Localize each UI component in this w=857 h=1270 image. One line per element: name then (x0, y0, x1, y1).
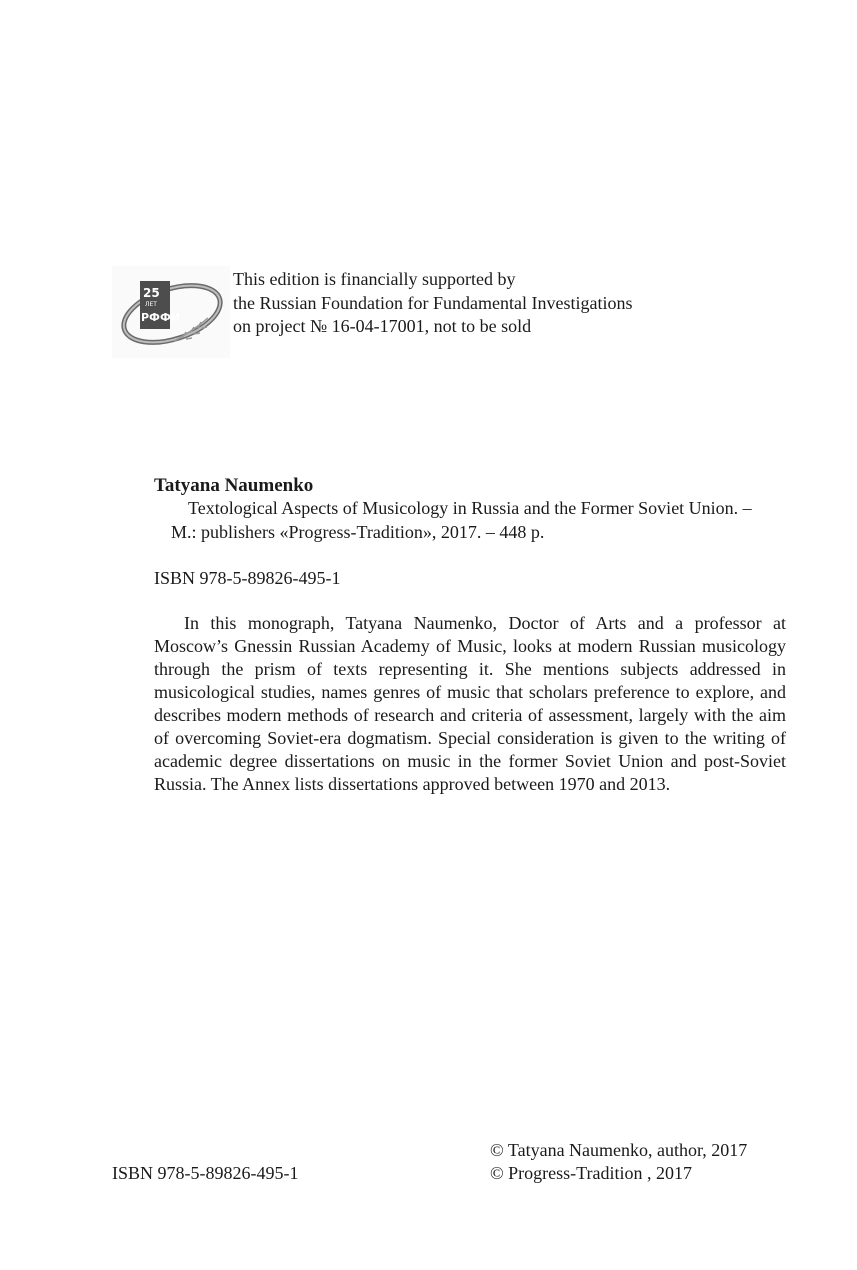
rffi-emblem-icon (112, 266, 230, 358)
rffi-logo (112, 266, 230, 358)
isbn-bottom: ISBN 978-5-89826-495-1 (112, 1163, 299, 1183)
copyright-author: © Tatyana Naumenko, author, 2017 (490, 1140, 748, 1160)
logo-emblem-text: РФФИ (141, 311, 181, 324)
support-line-2: the Russian Foundation for Fundamental Investigations (233, 292, 633, 313)
isbn-top: ISBN 978-5-89826-495-1 (154, 568, 341, 588)
support-line-1: This edition is financially supported by (233, 269, 516, 289)
author-name: Tatyana Naumenko (154, 475, 314, 496)
logo-anniversary-word: ЛЕТ (145, 301, 157, 308)
abstract-paragraph: In this monograph, Tatyana Naumenko, Doctor of Arts and a professor at Moscow’s Gnessin Russian Academy of Music, looks at modern Russian musicology through the prism of texts representing it. She mentions subjects addressed in musicological studies, names genres of music that scholars preference to explore, and describes modern methods of research and criteria of assessment, largely with the aim of overcoming Soviet-era dogmatism. Special consideration is given to the writing of academic degree dissertations on music in the former Soviet Union and post-Soviet Russia. The Annex lists dissertations approved between 1970 and 2013. (154, 613, 786, 794)
citation-title-line: Textological Aspects of Musicology in Russia and the Former Soviet Union. – (188, 498, 752, 518)
support-line-3: on project № 16-04-17001, not to be sold (233, 316, 532, 336)
financial-support-notice (233, 268, 632, 339)
copyright-publisher: © Progress-Tradition , 2017 (490, 1163, 693, 1183)
bibliographic-citation (171, 497, 786, 544)
copyright-block (490, 1139, 747, 1185)
citation-publisher-line: M.: publishers «Progress-Tradition», 2017. – 448 p. (171, 521, 545, 542)
logo-anniversary-number: 25 (143, 286, 160, 300)
